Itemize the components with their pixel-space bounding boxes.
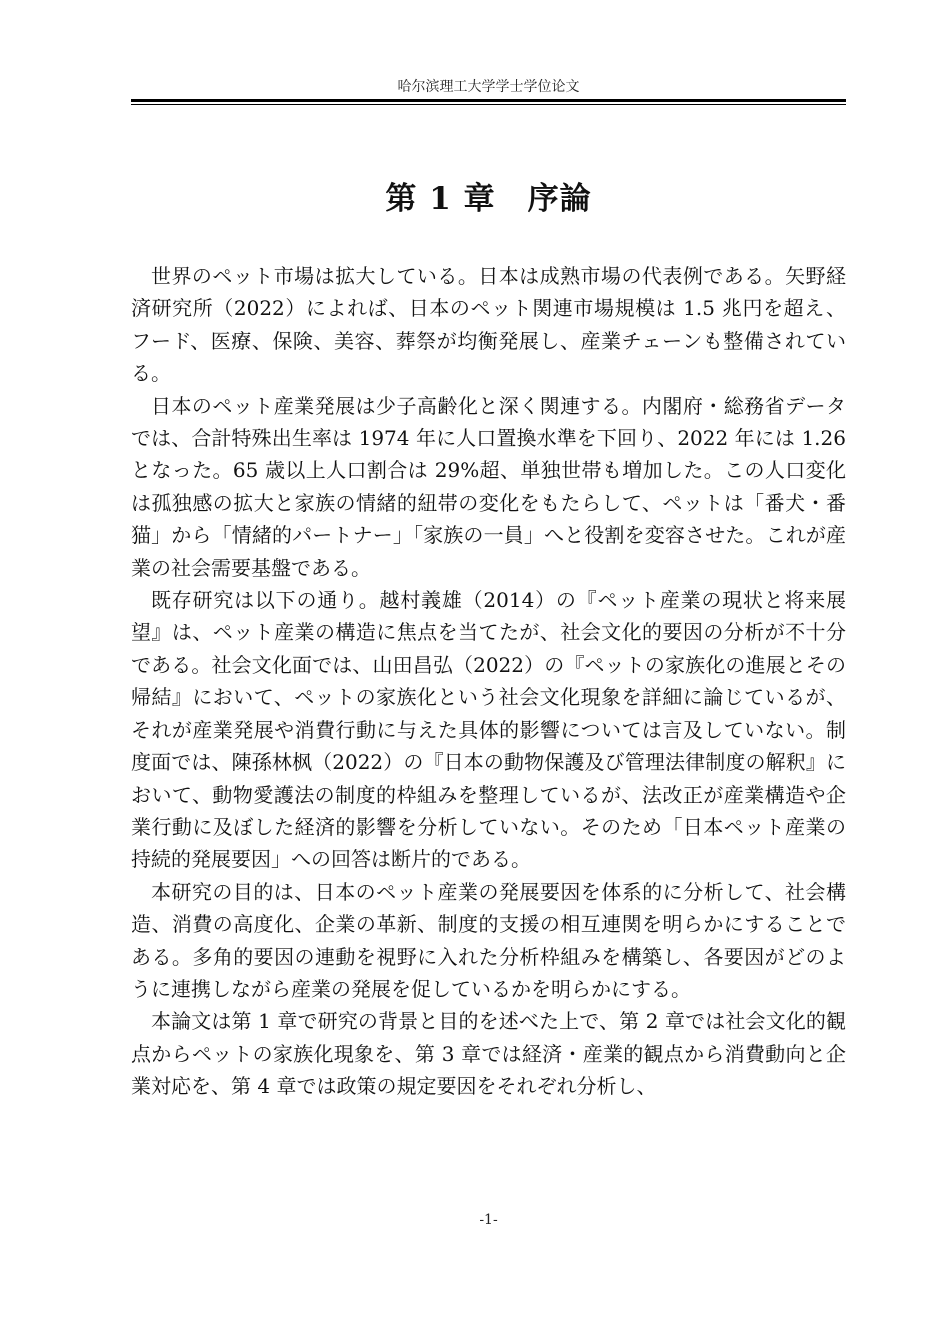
paragraph-3: 既存研究は以下の通り。越村義雄（2014）の『ペット産業の現状と将来展望』は、ペット産業の構造に焦点を当てたが、社会文化的要因の分析が不十分である。社会文化面では、山田昌弘（2022）の『ペットの家族化の進展とその帰結』において、ペットの家族化という社会文化現象を詳細に論じているが、それが産業発展や消費行動に与えた具体的影響については言及していない。制度面では、陳孫林枫（2022）の『日本の動物保護及び管理法律制度の解釈』において、動物愛護法の制度的枠組みを整理しているが、法改正が産業構造や企業行動に及ぼした経済的影響を分析していない。そのため「日本ペット産業の持続的発展要因」への回答は断片的である。 xyxy=(131,588,846,872)
paragraph-5: 本論文は第 1 章で研究の背景と目的を述べた上で、第 2 章では社会文化的観点からペットの家族化現象を、第 3 章では経済・産業的観点から消費動向と企業対応を、第 4 章では政策の規定要因をそれぞれ分析し、 xyxy=(131,1009,846,1099)
chapter-body xyxy=(131,260,846,1103)
paragraph-1: 世界のペット市場は拡大している。日本は成熟市場の代表例である。矢野経済研究所（2022）によれば、日本のペット関連市場規模は 1.5 兆円を超え、フード、医療、保険、美容、葬祭が均衡発展し、産業チェーンも整備されている。 xyxy=(131,264,846,386)
header-rule-thin xyxy=(131,104,846,105)
page-number: -1- xyxy=(479,1212,498,1228)
header-rule-thick xyxy=(131,99,846,102)
chapter-title: 第 1 章 序論 xyxy=(385,180,592,217)
running-header: 哈尔滨理工大学学士学位论文 xyxy=(397,79,580,95)
paragraph-4: 本研究の目的は、日本のペット産業の発展要因を体系的に分析して、社会構造、消費の高度化、企業の革新、制度的支援の相互連関を明らかにすることである。多角的要因の連動を視野に入れた分析枠組みを構築し、各要因がどのように連携しながら産業の発展を促しているかを明らかにする。 xyxy=(131,879,846,1001)
paragraph-2: 日本のペット産業発展は少子高齢化と深く関連する。内閣府・総務省データでは、合計特殊出生率は 1974 年に人口置換水準を下回り、2022 年には 1.26 となった。65 歳以上人口割合は 29%超、単独世帯も増加した。この人口変化は孤独感の拡大と家族の情緒的紐帯の変化をもたらして、ペットは「番犬・番猫」から「情緒的パートナー」「家族の一員」へと役割を変容させた。これが産業の社会需要基盤である。 xyxy=(131,393,846,580)
